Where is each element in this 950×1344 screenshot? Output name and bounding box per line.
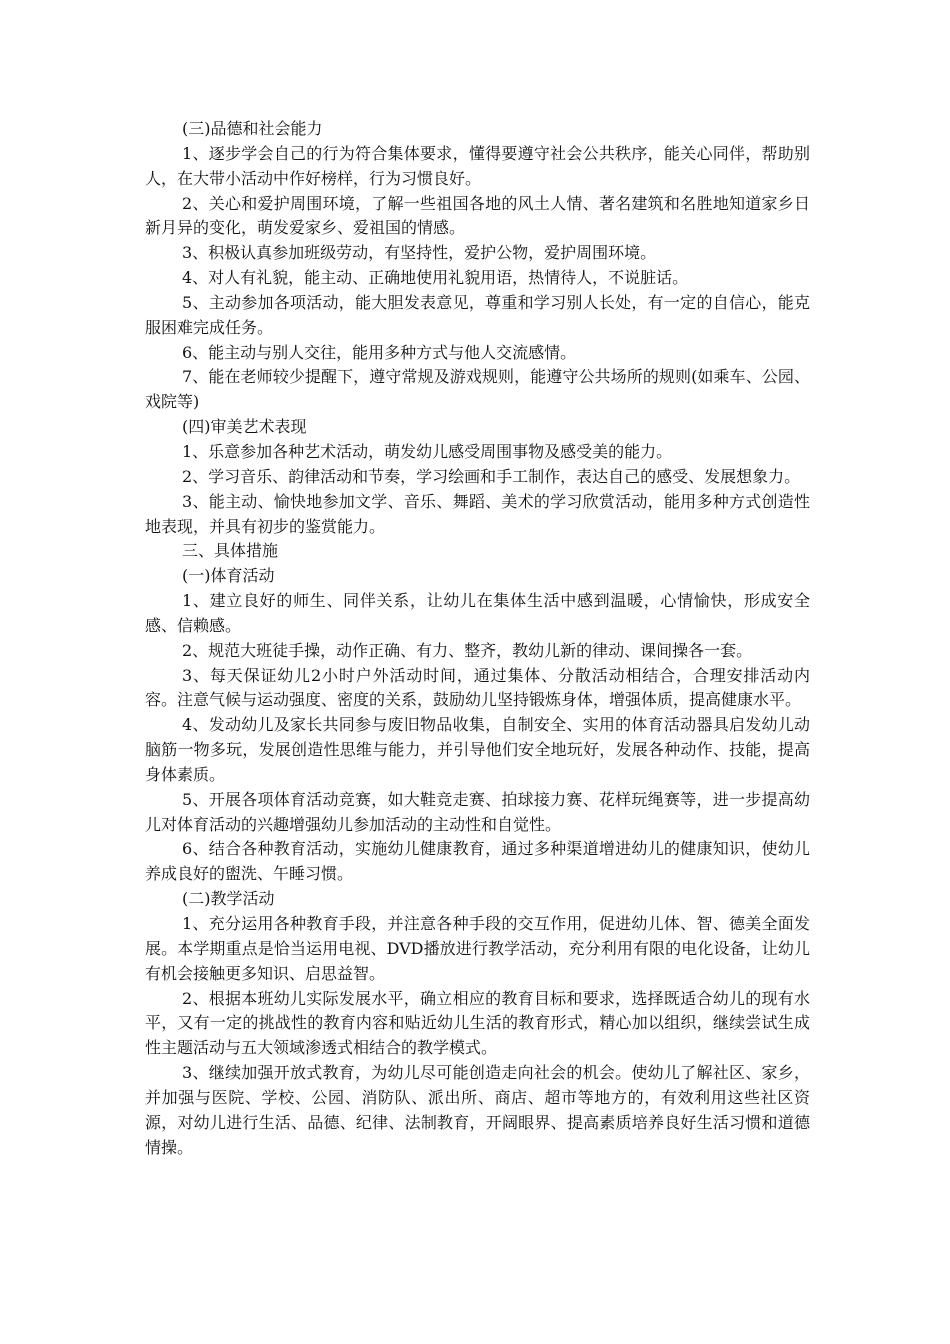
paragraph: 4、对人有礼貌，能主动、正确地使用礼貌用语，热情待人，不说脏话。: [182, 268, 689, 288]
section-heading-sports-activities: (一)体育活动: [182, 566, 275, 586]
paragraph: 7、能在老师较少提醒下，遵守常规及游戏规则，能遵守公共场所的规则(如乘车、公园、戏院等): [145, 367, 810, 412]
paragraph: 3、继续加强开放式教育，为幼儿尽可能创造走向社会的机会。使幼儿了解社区、家乡，并加强与医院、学校、公园、消防队、派出所、商店、超市等地方的，有效利用这些社区资源，对幼儿进行生活、品德、纪律、法制教育，开阔眼界、提高素质培养良好生活习惯和道德情操。: [145, 1063, 810, 1157]
section-heading-aesthetic-art: (四)审美艺术表现: [182, 417, 307, 437]
paragraph: 3、积极认真参加班级劳动，有坚持性，爱护公物，爱护周围环境。: [182, 243, 657, 263]
paragraph: 1、逐步学会自己的行为符合集体要求，懂得要遵守社会公共秩序，能关心同伴，帮助别人，在大带小活动中作好榜样，行为习惯良好。: [145, 143, 810, 188]
paragraph: 3、每天保证幼儿2小时户外活动时间，通过集体、分散活动相结合，合理安排活动内容。注意气候与运动强度、密度的关系，鼓励幼儿坚持锻炼身体，增强体质，提高健康水平。: [145, 665, 810, 710]
paragraph: 4、发动幼儿及家长共同参与废旧物品收集，自制安全、实用的体育活动器具启发幼儿动脑筋一物多玩，发展创造性思维与能力，并引导他们安全地玩好，发展各种动作、技能，提高身体素质。: [145, 715, 810, 784]
paragraph: 5、开展各项体育活动竞赛，如大鞋竞走赛、拍球接力赛、花样玩绳赛等，进一步提高幼儿对体育活动的兴趣增强幼儿参加活动的主动性和自觉性。: [145, 789, 810, 834]
paragraph: 3、能主动、愉快地参加文学、音乐、舞蹈、美术的学习欣赏活动，能用多种方式创造性地表现，并具有初步的鉴赏能力。: [145, 491, 810, 536]
document-page: [145, 117, 810, 1160]
section-heading-moral-social: (三)品德和社会能力: [182, 119, 323, 138]
paragraph: 1、充分运用各种教育手段，并注意各种手段的交互作用，促进幼儿体、智、德美全面发展。本学期重点是恰当运用电视、DVD播放进行教学活动，充分利用有限的电化设备，让幼儿有机会接触更多知识、启思益智。: [145, 914, 810, 983]
paragraph: 6、能主动与别人交往，能用多种方式与他人交流感情。: [182, 342, 577, 362]
paragraph: 1、乐意参加各种艺术活动，萌发幼儿感受周围事物及感受美的能力。: [182, 441, 673, 461]
section-heading-specific-measures: 三、具体措施: [182, 541, 279, 561]
paragraph: 2、学习音乐、韵律活动和节奏，学习绘画和手工制作，表达自己的感受、发展想象力。: [182, 466, 801, 486]
paragraph: 5、主动参加各项活动，能大胆发表意见，尊重和学习别人长处，有一定的自信心，能克服困难完成任务。: [145, 292, 810, 337]
paragraph: 1、建立良好的师生、同伴关系，让幼儿在集体生活中感到温暖，心情愉快，形成安全感、信赖感。: [145, 591, 810, 635]
paragraph: 2、规范大班徒手操，动作正确、有力、整齐，教幼儿新的律动、课间操各一套。: [182, 640, 753, 660]
paragraph: 6、结合各种教育活动，实施幼儿健康教育，通过多种渠道增进幼儿的健康知识，使幼儿养成良好的盥洗、午睡习惯。: [145, 839, 810, 884]
section-heading-teaching-activities: (二)教学活动: [182, 889, 275, 909]
paragraph: 2、关心和爱护周围环境，了解一些祖国各地的风土人情、著名建筑和名胜地知道家乡日新月异的变化，萌发爱家乡、爱祖国的情感。: [145, 193, 810, 238]
paragraph: 2、根据本班幼儿实际发展水平，确立相应的教育目标和要求，选择既适合幼儿的现有水平，又有一定的挑战性的教育内容和贴近幼儿生活的教育形式，精心加以组织，继续尝试生成性主题活动与五大领域渗透式相结合的教学模式。: [145, 988, 810, 1058]
